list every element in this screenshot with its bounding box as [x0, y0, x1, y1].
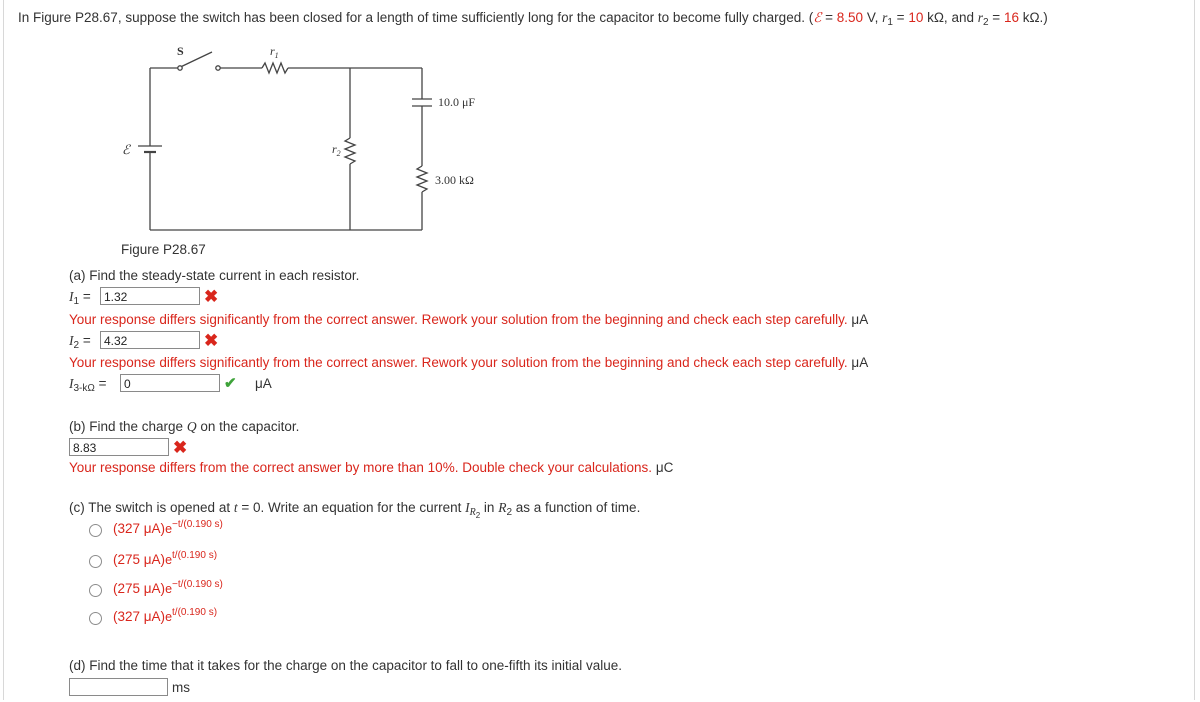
time-input[interactable] [69, 678, 168, 696]
option-3-radio[interactable] [89, 584, 102, 597]
i2-input[interactable]: 4.32 [100, 331, 200, 349]
correct-icon: ✔ [224, 375, 237, 392]
i1-label: $I_1$ = [69, 289, 91, 307]
capacitor-label: 10.0 μF [438, 95, 476, 109]
figure-caption: Figure P28.67 [121, 242, 206, 257]
circuit-diagram [100, 40, 520, 240]
option-2-radio[interactable] [89, 555, 102, 568]
r1-figure-label: $r_1$ [270, 44, 279, 60]
switch-label: S [177, 44, 184, 58]
option-3-label[interactable]: (275 $\mu A)e^{-t/(0.190 s)}$ [113, 579, 223, 596]
i3-unit: μA [255, 376, 272, 391]
part-a-prompt: (a) Find the steady-state current in each resistor. [69, 268, 360, 283]
i3-input[interactable]: 0 [120, 374, 220, 392]
i2-label: $I_2$ = [69, 333, 91, 351]
part-b-prompt: (b) Find the charge Q on the capacitor. [69, 419, 300, 434]
resistor-3k-label: 3.00 kΩ [435, 173, 474, 187]
i3-label: $I_{3-k\Omega}$ = [69, 376, 107, 394]
problem-statement: In Figure P28.67, suppose the switch has been closed for a length of time sufficiently long for the capacitor to become fully charged. (ℰ = 8.50 V, $r_1 = 10$ kΩ, and $r_2 = 16$ kΩ.) [18, 10, 1048, 28]
option-4-radio[interactable] [89, 612, 102, 625]
option-1-label[interactable]: (327 $\mu A)e^{-t/(0.190 s)}$ [113, 519, 223, 536]
emf-figure-label: ℰ [122, 142, 130, 157]
time-unit: ms [172, 680, 190, 695]
i1-input[interactable]: 1.32 [100, 287, 200, 305]
option-2-label[interactable]: (275 $\mu A)e^{t/(0.190 s)}$ [113, 550, 218, 567]
i2-feedback: Your response differs significantly from the correct answer. Rework your solution from the beginning and check each step carefully. μA [69, 355, 869, 370]
option-1-radio[interactable] [89, 524, 102, 537]
charge-feedback: Your response differs from the correct answer by more than 10%. Double check your calculations. μC [69, 460, 674, 475]
option-4-label[interactable]: (327 $\mu A)e^{t/(0.190 s)}$ [113, 607, 218, 624]
part-d-prompt: (d) Find the time that it takes for the charge on the capacitor to fall to one-fifth its initial value. [69, 658, 623, 673]
part-c-prompt: (c) The switch is opened at t = 0. Write an equation for the current $I_{R2}$ in $R_2$ as a function of time. [69, 500, 641, 520]
incorrect-icon: ✖ [204, 331, 219, 350]
r2-figure-label: $r_2$ [332, 142, 341, 158]
i1-feedback: Your response differs significantly from the correct answer. Rework your solution from the beginning and check each step carefully. μA [69, 312, 869, 327]
charge-input[interactable]: 8.83 [69, 438, 169, 456]
incorrect-icon: ✖ [173, 438, 188, 457]
incorrect-icon: ✖ [204, 287, 219, 306]
